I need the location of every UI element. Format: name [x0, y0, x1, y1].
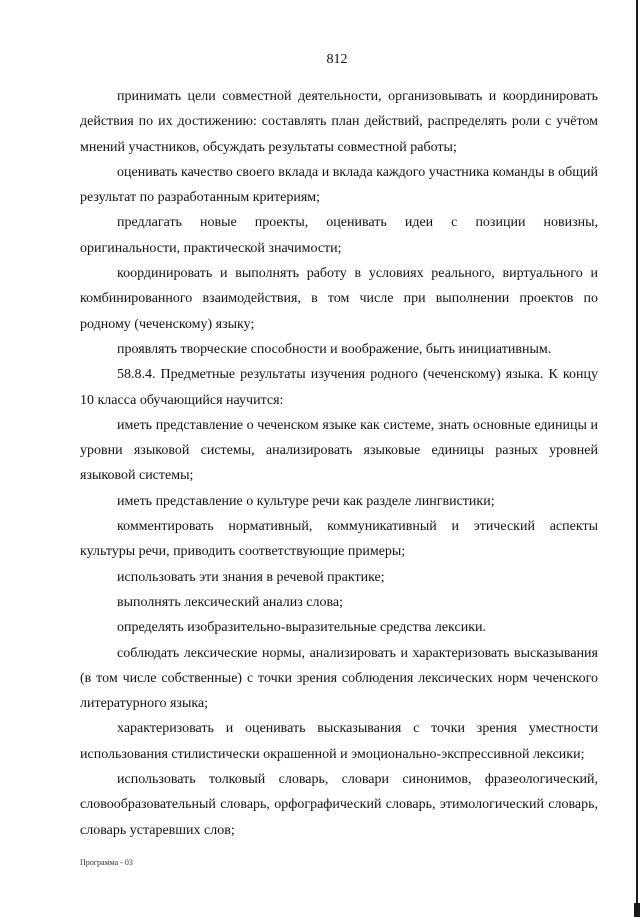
paragraph: характеризовать и оценивать высказывания с точки зрения уместности использования стилистически окрашенной и эмоционально-экспрессивной лексики; — [80, 721, 598, 762]
page-number: 812 — [326, 52, 348, 67]
paragraph: определять изобразительно-выразительные средства лексики. — [117, 620, 487, 636]
paragraph: выполнять лексический анализ слова; — [117, 594, 343, 610]
paragraph: проявлять творческие способности и воображение, быть инициативным. — [117, 341, 552, 357]
body-text — [80, 84, 598, 843]
paragraph: использовать толковый словарь, словари синонимов, фразеологический, словообразовательный словарь, орфографический словарь, этимологический словарь, словарь устаревших слов; — [80, 772, 598, 838]
paragraph: 58.8.4. Предметные результаты изучения родного (чеченскому) языка. К концу 10 класса обучающийся научится: — [80, 367, 598, 408]
paragraph: принимать цели совместной деятельности, организовывать и координировать действия по их достижению: составлять план действий, распределять роли с учётом мнений участников, обсуждать результаты совместной работы; — [80, 89, 598, 155]
paragraph: иметь представление о чеченском языке как системе, знать основные единицы и уровни языковой системы, анализировать языковые единицы разных уровней языковой системы; — [80, 417, 598, 484]
paragraph: соблюдать лексические нормы, анализировать и характеризовать высказывания (в том числе собственные) с точки зрения соблюдения лексических норм чеченского литературного языка; — [80, 645, 598, 712]
paragraph: использовать эти знания в речевой практике; — [117, 569, 385, 585]
scan-edge-corner — [634, 903, 640, 917]
scan-edge — [636, 0, 638, 917]
paragraph: комментировать нормативный, коммуникативный и этический аспекты культуры речи, приводить соответствующие примеры; — [80, 519, 598, 560]
paragraph: координировать и выполнять работу в условиях реального, виртуального и комбинированного взаимодействия, в том числе при выполнении проектов по родному (чеченскому) языку; — [80, 266, 598, 332]
paragraph: оценивать качество своего вклада и вклада каждого участника команды в общий результат по разработанным критериям; — [80, 164, 598, 206]
paragraph: иметь представление о культуре речи как разделе лингвистики; — [117, 493, 495, 509]
footer-label: Программа - 03 — [80, 858, 133, 867]
paragraph: предлагать новые проекты, оценивать идеи с позиции новизны, оригинальности, практической значимости; — [80, 215, 598, 256]
